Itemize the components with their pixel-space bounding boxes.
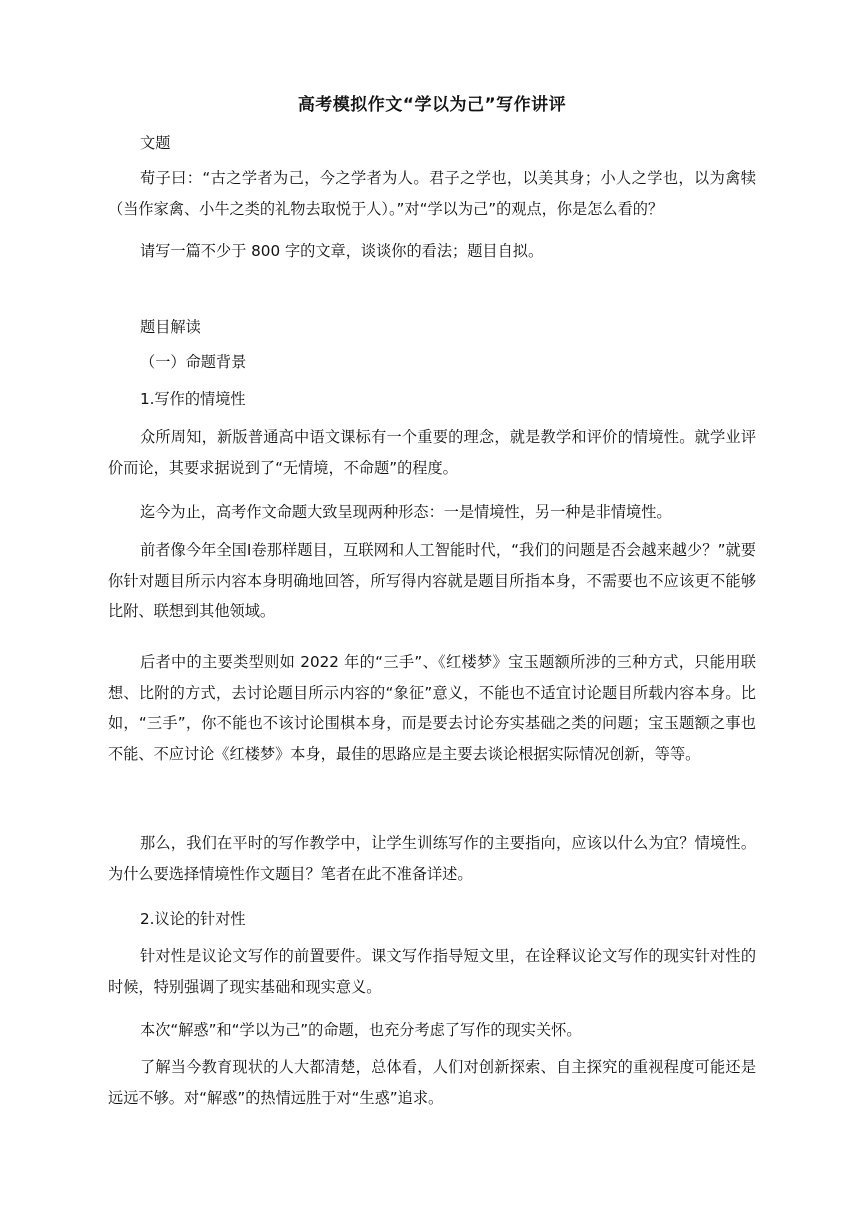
point-heading-1: 1.写作的情境性 xyxy=(140,390,246,408)
prompt-requirement: 请写一篇不少于 800 字的文章，谈谈你的看法；题目自拟。 xyxy=(140,242,544,260)
section-heading-prompt: 文题 xyxy=(140,134,171,152)
paragraph-8: 了解当今教育现状的人大都清楚，总体看，人们对创新探索、自主探究的重视程度可能还是远远不够。对“解惑”的热情远胜于对“生惑”追求。 xyxy=(108,1058,756,1107)
prompt-paragraph: 荀子曰：“古之学者为己，今之学者为人。君子之学也，以美其身；小人之学也，以为禽犊（当作家禽、小牛之类的礼物去取悦于人）。”对“学以为己”的观点，你是怎么看的？ xyxy=(108,169,756,218)
paragraph-5: 那么，我们在平时的写作教学中，让学生训练写作的主要指向，应该以什么为宜？情境性。为什么要选择情境性作文题目？笔者在此不准备详述。 xyxy=(108,834,756,883)
paragraph-3: 前者像今年全国Ⅰ卷那样题目，互联网和人工智能时代，“我们的问题是否会越来越少？”就要你针对题目所示内容本身明确地回答，所写得内容就是题目所指本身，不需要也不应该更不能够比附、联想到其他领域。 xyxy=(108,541,756,621)
paragraph-4: 后者中的主要类型则如 2022 年的“三手”、《红楼梦》宝玉题额所涉的三种方式，只能用联想、比附的方式，去讨论题目所示内容的“象征”意义，不能也不适宜讨论题目所载内容本身。比如，“三手”，你不能也不该讨论围棋本身，而是要去讨论夯实基础之类的问题；宝玉题额之事也不能、不应讨论《红楼梦》本身，最佳的思路应是主要去谈论根据实际情况创新，等等。 xyxy=(108,653,756,763)
paragraph-1: 众所周知，新版普通高中语文课标有一个重要的理念，就是教学和评价的情境性。就学业评价而论，其要求据说到了“无情境，不命题”的程度。 xyxy=(108,428,756,477)
point-heading-2: 2.议论的针对性 xyxy=(140,910,246,928)
subsection-heading: （一）命题背景 xyxy=(140,353,247,371)
document-title: 高考模拟作文“学以为己”写作讲评 xyxy=(297,95,567,115)
section-heading-analysis: 题目解读 xyxy=(140,318,201,336)
paragraph-7: 本次“解惑”和“学以为己”的命题，也充分考虑了写作的现实关怀。 xyxy=(140,1021,582,1039)
paragraph-6: 针对性是议论文写作的前置要件。课文写作指导短文里，在诠释议论文写作的现实针对性的时候，特别强调了现实基础和现实意义。 xyxy=(108,947,756,996)
paragraph-2: 迄今为止，高考作文命题大致呈现两种形态：一是情境性，另一种是非情境性。 xyxy=(140,503,672,521)
